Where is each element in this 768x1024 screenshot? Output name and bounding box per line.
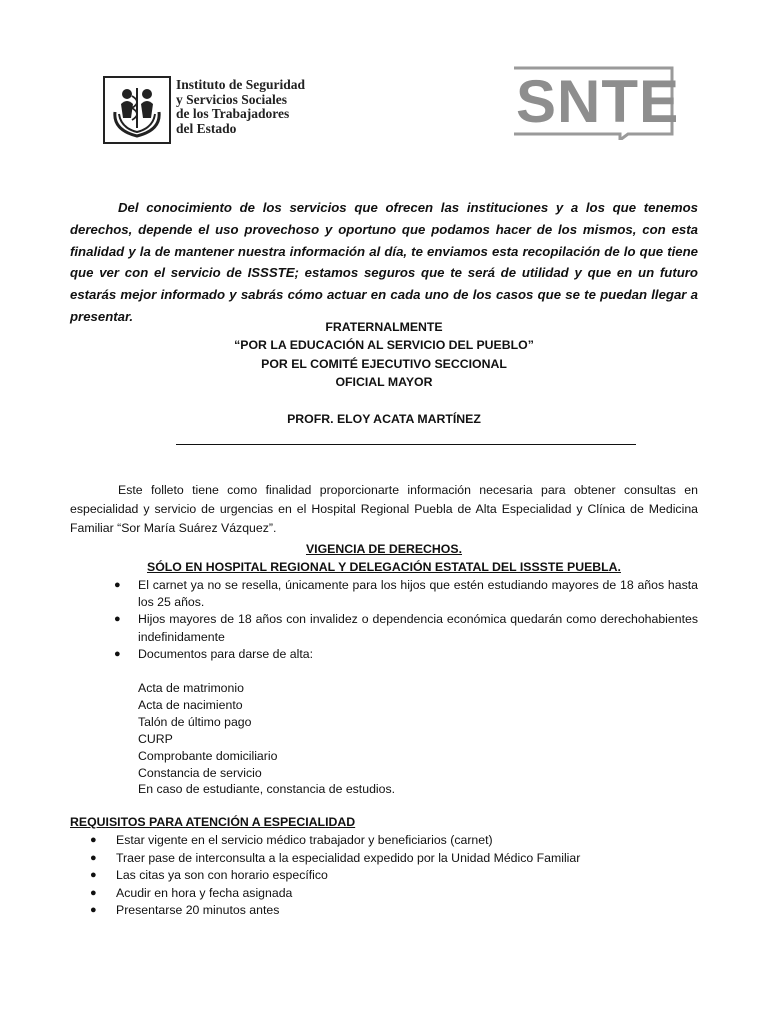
list-item bbox=[70, 885, 698, 903]
issste-line: Instituto de Seguridad bbox=[176, 77, 306, 92]
list-item-text: Presentarse 20 minutos antes bbox=[116, 903, 280, 917]
snte-logo bbox=[508, 64, 676, 140]
list-item-text: Estar vigente en el servicio médico trabajador y beneficiarios (carnet) bbox=[116, 833, 493, 847]
list-item-text: El carnet ya no se resella, únicamente para los hijos que estén estudiando mayores de 18 años hasta los 25 años. bbox=[138, 578, 698, 610]
list-item-text: Acudir en hora y fecha asignada bbox=[116, 885, 293, 900]
divider-line bbox=[176, 444, 636, 445]
snte-logo-text: SNTE bbox=[516, 68, 676, 135]
bullet-icon: ● bbox=[114, 579, 121, 591]
document-item: En caso de estudiante, constancia de estudios. bbox=[138, 782, 396, 797]
bullet-icon: ● bbox=[90, 886, 97, 899]
signature-line: OFICIAL MAYOR bbox=[335, 374, 433, 389]
list-item bbox=[70, 832, 698, 850]
author-name: PROFR. ELOY ACATA MARTÍNEZ bbox=[287, 412, 481, 426]
bullet-icon: ● bbox=[90, 834, 97, 846]
list-item bbox=[70, 611, 698, 645]
document-item: CURP bbox=[138, 731, 173, 746]
signature-line: FRATERNALMENTE bbox=[325, 320, 443, 334]
vigencia-subtitle: SÓLO EN HOSPITAL REGIONAL Y DELEGACIÓN ESTATAL DEL ISSSTE PUEBLA. bbox=[147, 560, 621, 575]
issste-line: del Estado bbox=[176, 120, 237, 136]
bullet-icon: ● bbox=[114, 613, 121, 626]
documents-list bbox=[138, 680, 395, 798]
bullet-icon: ● bbox=[90, 869, 97, 881]
issste-name bbox=[176, 78, 305, 136]
list-item bbox=[70, 646, 698, 663]
list-item-text: Las citas ya son con horario específico bbox=[116, 868, 328, 882]
list-item-text: Documentos para darse de alta: bbox=[138, 646, 313, 661]
issste-line: y Servicios Sociales bbox=[176, 91, 287, 107]
list-item-text: Traer pase de interconsulta a la especialidad expedido por la Unidad Médico Familiar bbox=[116, 850, 581, 865]
signature-line: “POR LA EDUCACIÓN AL SERVICIO DEL PUEBLO” bbox=[234, 338, 534, 353]
document-item: Acta de nacimiento bbox=[138, 697, 243, 712]
vigencia-title: VIGENCIA DE DERECHOS. bbox=[305, 542, 462, 556]
purpose-paragraph: Este folleto tiene como finalidad proporcionarte información necesaria para obtener consultas en especialidad y servicio de urgencias en el Hospital Regional Puebla de Alta Especialidad y Clínica de Medicina Familiar “Sor María Suárez Vázquez”. bbox=[70, 483, 698, 535]
bullet-icon: ● bbox=[90, 904, 97, 916]
document-item: Constancia de servicio bbox=[138, 765, 262, 780]
issste-logo bbox=[103, 76, 171, 144]
document-item: Talón de último pago bbox=[138, 714, 252, 729]
list-item bbox=[70, 577, 698, 611]
document-item: Comprobante domiciliario bbox=[138, 748, 278, 763]
list-item bbox=[70, 850, 698, 868]
issste-line: de los Trabajadores bbox=[176, 106, 290, 121]
bullet-icon: ● bbox=[114, 647, 121, 660]
signature-line: POR EL COMITÉ EJECUTIVO SECCIONAL bbox=[261, 356, 507, 371]
requisitos-title: REQUISITOS PARA ATENCIÓN A ESPECIALIDAD bbox=[70, 815, 356, 829]
list-item bbox=[70, 867, 698, 885]
vigencia-list bbox=[70, 577, 698, 663]
intro-paragraph: Del conocimiento de los servicios que ofrecen las instituciones y a los que tenemos derechos, depende el uso provechoso y oportuno que podamos hacer de los mismos, con esta finalidad y la de mantener nuestra información al día, te enviamos esta recopilación de lo que tiene que ver con el servicio de ISSSTE; estamos seguros que te será de utilidad y que en un futuro estarás mejor informado y sabrás cómo actuar en cada uno de los casos que se te puedan llegar a presentar. bbox=[70, 200, 698, 324]
vigencia-heading bbox=[70, 540, 698, 577]
list-item-text: Hijos mayores de 18 años con invalidez o dependencia económica quedarán como derechohabientes indefinidamente bbox=[138, 612, 698, 644]
list-item bbox=[70, 902, 698, 920]
requisitos-list bbox=[70, 832, 698, 920]
bullet-icon: ● bbox=[90, 851, 97, 864]
document-item: Acta de matrimonio bbox=[138, 681, 244, 695]
signature-block bbox=[70, 318, 698, 391]
